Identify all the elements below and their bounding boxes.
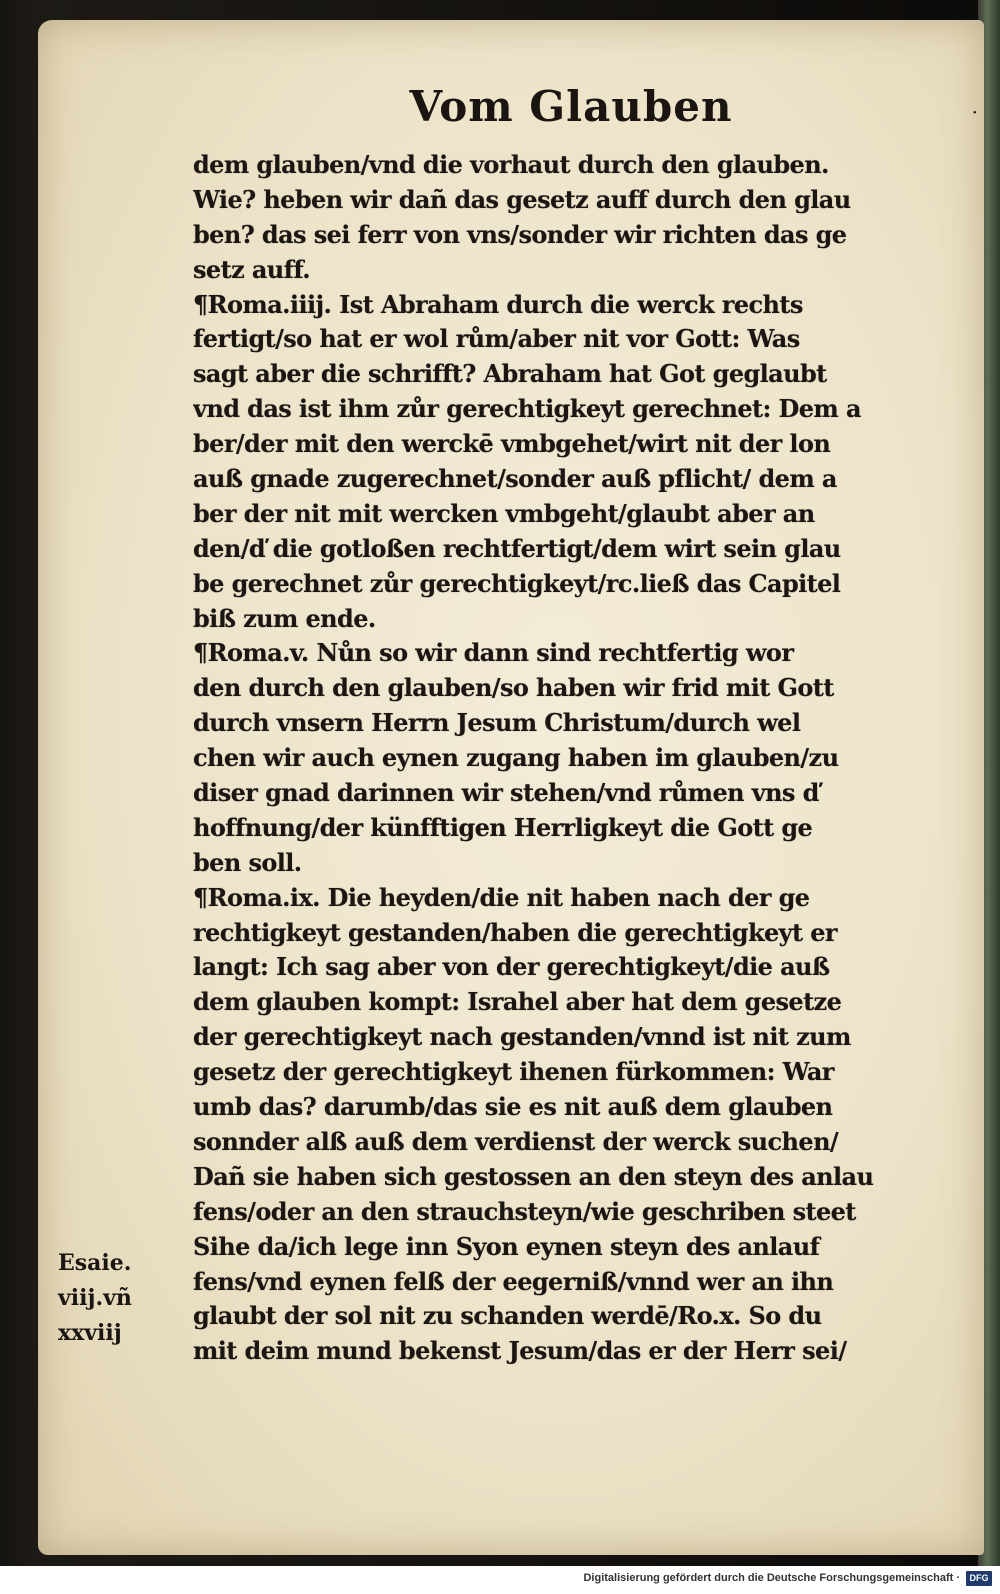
text-line: dem glauben/vnd die vorhaut durch den glauben. [193,150,829,179]
text-line: mit deim mund bekenst Jesum/das er der Herr sei/ [193,1336,847,1366]
text-line: sonnder alß auß dem verdienst der werck suchen/ [193,1126,839,1156]
text-line: umb das? darumb/das sie es nit auß dem glauben [193,1092,833,1122]
text-line: Dañ sie haben sich gestossen an den steyn des anlau [193,1161,874,1191]
text-line: ber/der mit den werckē vmbgehet/wirt nit der lon [193,429,831,459]
text-line: chen wir auch eynen zugang haben im glauben/zu [193,743,839,773]
body-text [193,148,963,1369]
text-line: langt: Ich sag aber von der gerechtigkeyt/die auß [193,952,830,982]
running-head [38,82,984,131]
book-page [38,20,984,1555]
dfg-logo: DFG [966,1571,992,1586]
text-line: gesetz der gerechtigkeyt ihenen fürkommen: War [193,1057,834,1087]
text-line: fens/vnd eynen felß der eegerniß/vnnd wer an ihn [193,1266,834,1296]
text-line: ¶Roma.ix. Die heyden/die nit haben nach der ge [193,882,810,912]
text-line: ben? das sei ferr von vns/sonder wir richten das ge [193,219,847,249]
marginal-line: Esaie. [58,1250,132,1276]
text-line: fertigt/so hat er wol rům/aber nit vor Gott: Was [193,324,800,354]
marginal-note [58,1246,178,1351]
marginal-line: xxviij [58,1320,122,1346]
text-line: vnd das ist ihm zůr gerechtigkeyt gerechnet: Dem a [193,394,861,424]
text-line: glaubt der sol nit zu schanden werdē/Ro.x. So du [193,1301,822,1331]
footer-bar [0,1566,1000,1594]
text-line: be gerechnet zůr gerechtigkeyt/rc.ließ das Capitel [193,568,841,598]
text-line: ber der nit mit wercken vmbgeht/glaubt aber an [193,498,815,528]
text-line: auß gnade zugerechnet/sonder auß pflicht/ dem a [193,464,837,494]
text-line: Wie? heben wir dañ das gesetz auff durch den glau [193,184,851,214]
marginal-line: viij.vñ [58,1285,132,1311]
text-line: biß zum ende. [193,603,376,633]
text-line: ¶Roma.iiij. Ist Abraham durch die werck rechts [193,289,803,319]
text-line: durch vnsern Herrn Jesum Christum/durch wel [193,708,801,738]
text-line: sagt aber die schrifft? Abraham hat Got geglaubt [193,359,827,389]
text-line: den durch den glauben/so haben wir frid mit Gott [193,673,834,703]
text-line: fens/oder an den strauchsteyn/wie geschriben steet [193,1196,856,1226]
text-line: der gerechtigkeyt nach gestanden/vnnd ist nit zum [193,1022,851,1052]
text-line: hoffnung/der künfftigen Herrligkeyt die Gott ge [193,812,813,842]
text-line: ¶Roma.v. Nůn so wir dann sind rechtfertig wor [193,638,794,668]
text-line: diser gnad darinnen wir stehen/vnd růmen vns ď [193,778,819,808]
text-line: den/ď die gotloßen rechtfertigt/dem wirt sein glau [193,533,841,563]
text-line: Sihe da/ich lege inn Syon eynen steyn des anlauf [193,1231,820,1261]
page-title: Vom Glauben [409,82,733,131]
text-line: setz auff. [193,254,311,284]
page-mark: · [971,100,978,124]
text-line: dem glauben kompt: Israhel aber hat dem gesetze [193,987,842,1017]
text-line: rechtigkeyt gestanden/haben die gerechtigkeyt er [193,917,837,947]
text-line: ben soll. [193,847,302,877]
funding-credit: Digitalisierung gefördert durch die Deutsche Forschungsgemeinschaft · [583,1572,960,1584]
